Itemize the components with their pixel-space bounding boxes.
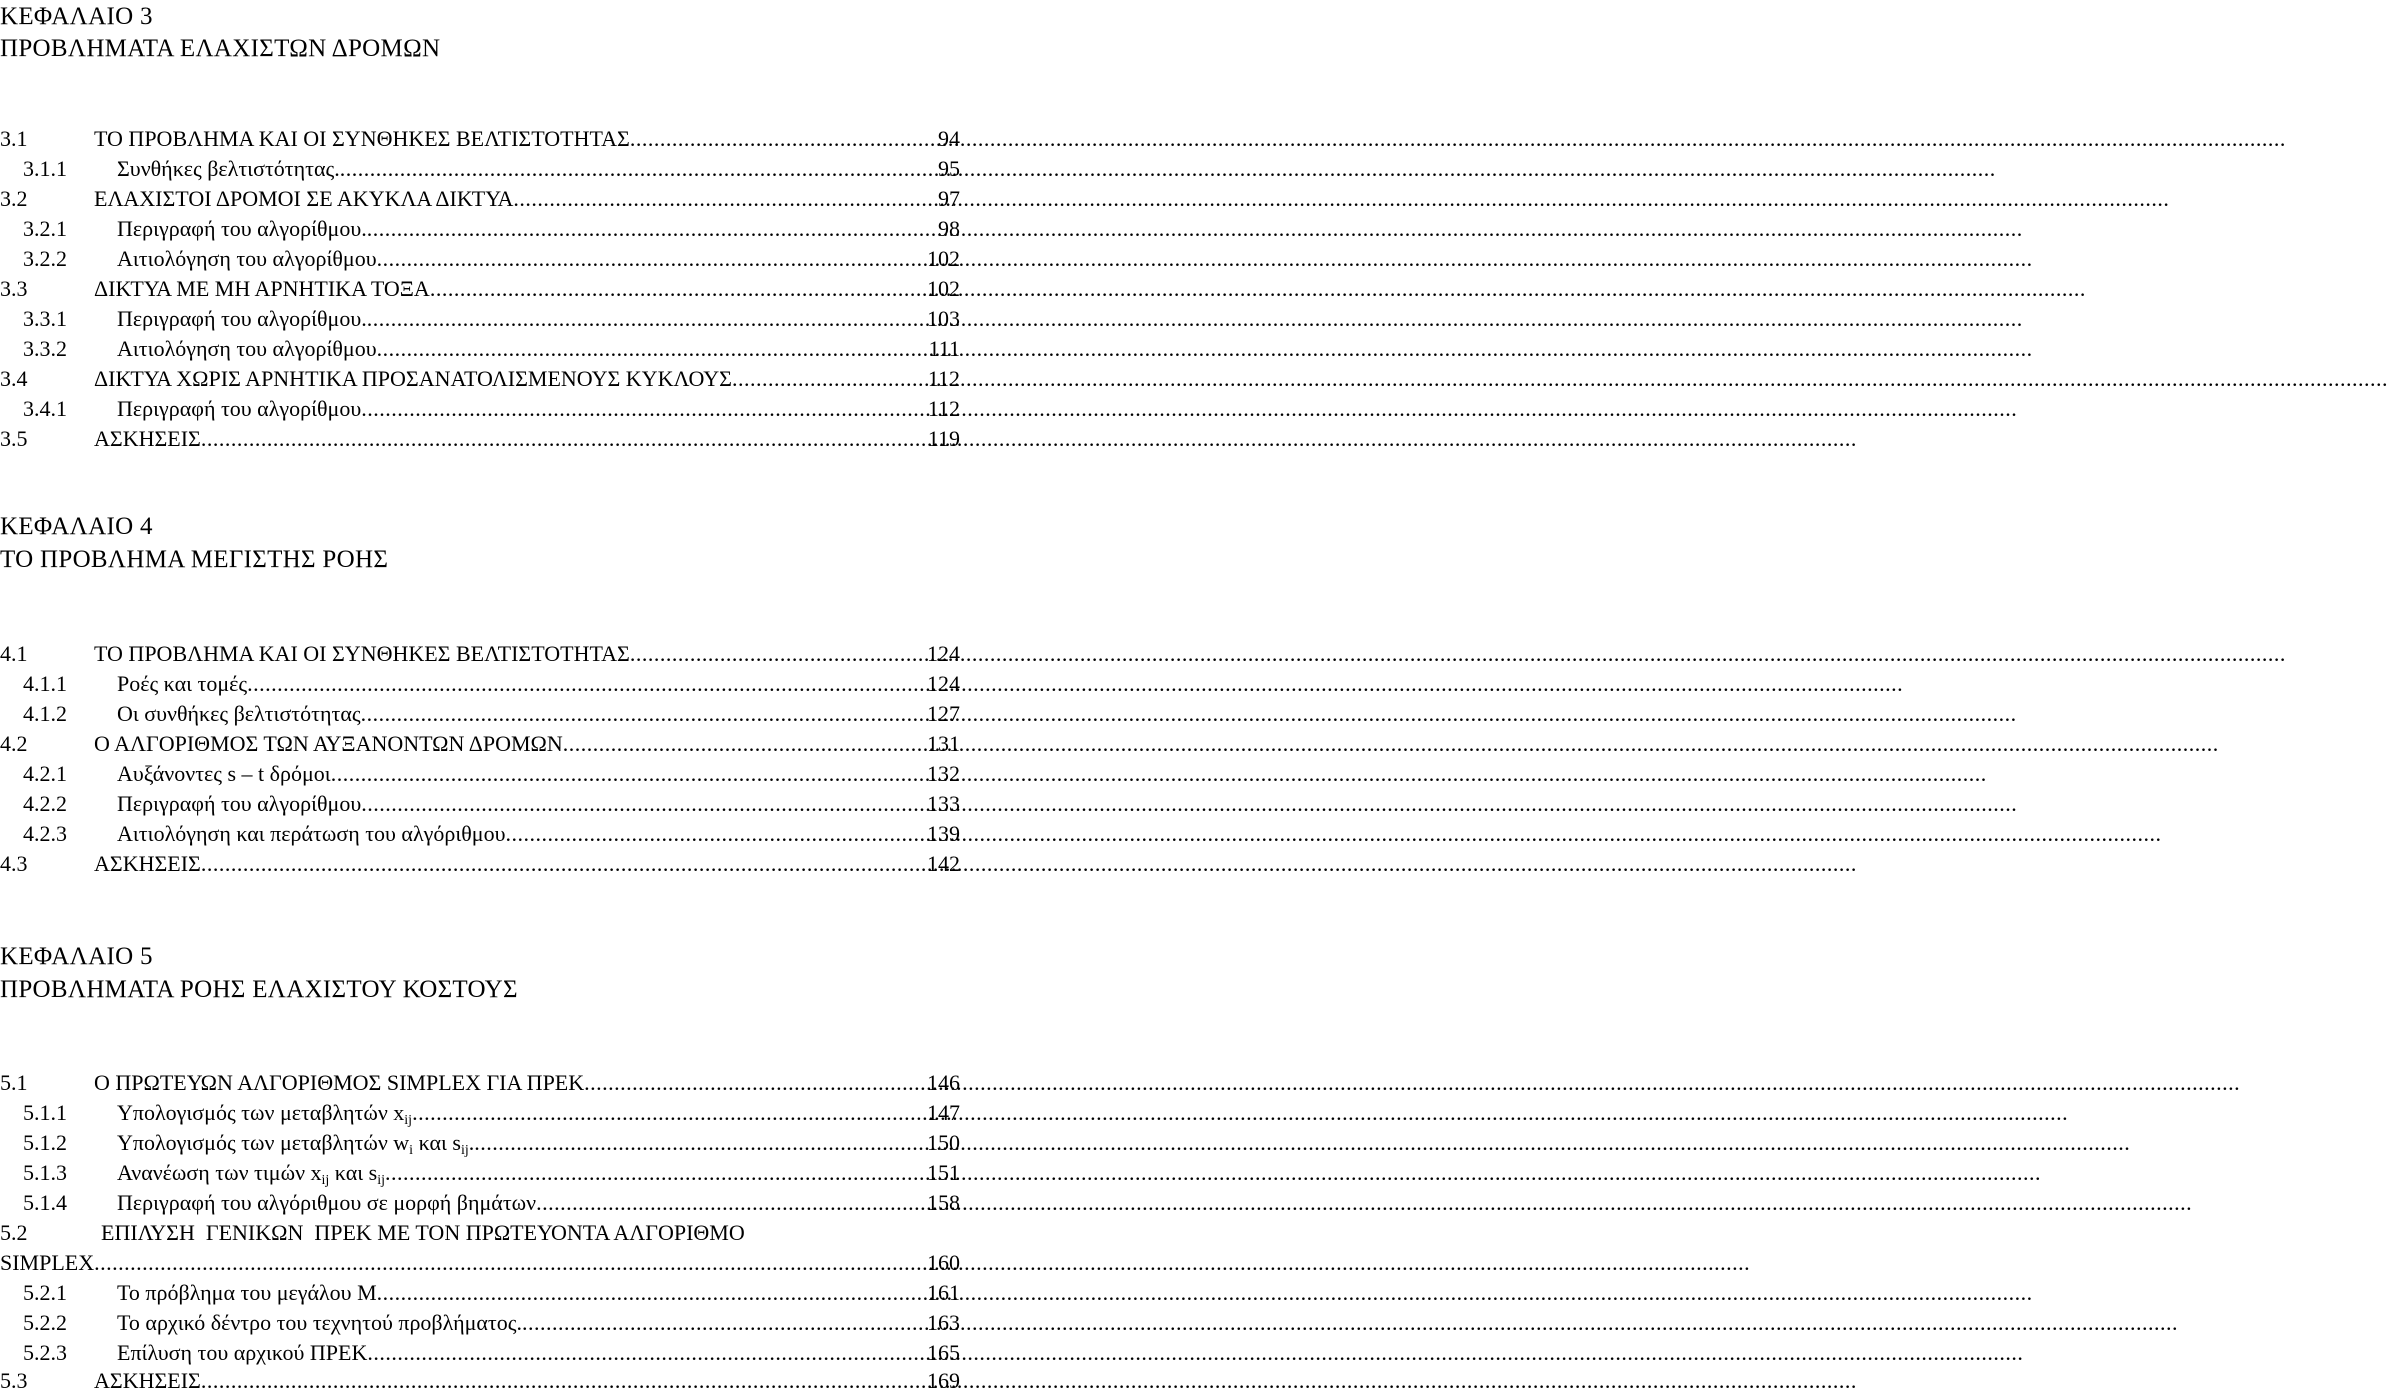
toc-entry[interactable]	[0, 639, 960, 669]
page-number: 124	[927, 671, 960, 696]
section-number: 3.3.1	[23, 306, 67, 331]
page-number: 133	[927, 791, 960, 816]
toc-entry[interactable]	[0, 304, 960, 334]
dot-leader	[377, 244, 924, 274]
section-title: Περιγραφή του αλγόριθμου σε μορφή βημάτων	[117, 1190, 537, 1215]
toc-entry[interactable]	[0, 1308, 960, 1338]
toc-entry[interactable]	[0, 669, 960, 699]
title-text: Υπολογισμός των μεταβλητών x	[117, 1100, 405, 1125]
page-number: 132	[927, 761, 960, 786]
toc-entry[interactable]	[0, 789, 960, 819]
section-title: Αιτιολόγηση του αλγορίθμου	[117, 246, 377, 271]
section-title	[117, 1158, 385, 1188]
dot-leader	[630, 639, 924, 669]
page-number: 160	[927, 1250, 960, 1275]
section-number: 3.4	[0, 366, 28, 391]
page-number: 98	[938, 216, 960, 241]
dot-leader	[361, 699, 924, 729]
page-number: 124	[927, 641, 960, 666]
section-title: ΕΠΙΛΥΣΗ ΓΕΝΙΚΩΝ ΠΡΕΚ ΜΕ ΤΟΝ ΠΡΩΤΕΥΟΝΤΑ ΑΛΓΟΡΙΘΜΟ	[101, 1220, 745, 1245]
dot-leader	[563, 729, 924, 759]
section-title: Ροές και τομές	[117, 671, 248, 696]
toc-entry[interactable]	[0, 214, 960, 244]
section-number: 3.4.1	[23, 396, 67, 421]
section-number: 4.2.1	[23, 761, 67, 786]
toc-entry[interactable]	[0, 334, 960, 364]
toc-entry[interactable]	[0, 1068, 960, 1098]
page-number: 94	[938, 126, 960, 151]
chapter-title: ΤΟ ΠΡΟΒΛΗΜΑ ΜΕΓΙΣΤΗΣ ΡΟΗΣ	[0, 546, 389, 573]
page-number: 146	[927, 1070, 960, 1095]
section-title: ΕΛΑΧΙΣΤΟΙ ΔΡΟΜΟΙ ΣΕ ΑΚΥΚΛΑ ΔΙΚΤΥΑ	[94, 186, 514, 211]
title-text: και s	[413, 1130, 461, 1155]
section-title: Περιγραφή του αλγορίθμου.	[117, 216, 367, 241]
toc-entry-line1[interactable]	[0, 1218, 960, 1248]
section-title	[117, 1098, 412, 1128]
chapter-label: ΚΕΦΑΛΑΙΟ 5	[0, 943, 153, 970]
page-number: 127	[927, 701, 960, 726]
dot-leader	[630, 124, 935, 154]
subscript: ij	[377, 1173, 385, 1188]
section-number: 3.1	[0, 126, 28, 151]
section-number: 5.2	[0, 1220, 28, 1245]
dot-leader	[522, 1308, 924, 1338]
toc-entry[interactable]	[0, 154, 960, 184]
section-title-continued: SIMPLEX	[0, 1250, 95, 1275]
toc-entry[interactable]	[0, 424, 960, 454]
section-number: 3.5	[0, 426, 28, 451]
page-number: 112	[927, 366, 960, 391]
page-number: 158	[927, 1190, 960, 1215]
dot-leader	[732, 364, 925, 394]
toc-entry[interactable]	[0, 124, 960, 154]
section-number: 3.1.1	[23, 156, 67, 181]
section-title: ΑΣΚΗΣΕΙΣ	[94, 1368, 201, 1393]
page-number: 151	[927, 1160, 960, 1185]
section-title: ΑΣΚΗΣΕΙΣ	[94, 851, 201, 876]
page-number: 139	[927, 821, 960, 846]
toc-entry[interactable]	[0, 1158, 960, 1188]
page-number: 169	[927, 1368, 960, 1393]
section-number: 5.1.4	[23, 1190, 67, 1215]
dot-leader	[536, 1188, 924, 1218]
dot-leader	[377, 1278, 924, 1308]
section-title: Περιγραφή του αλγορίθμου	[117, 791, 362, 816]
section-title: Αυξάνοντες s – t δρόμοι	[117, 761, 331, 786]
section-number: 4.2.2	[23, 791, 67, 816]
section-title: Αιτιολόγηση του αλγορίθμου	[117, 336, 377, 361]
subscript: ij	[460, 1143, 469, 1158]
dot-leader	[201, 1366, 924, 1396]
section-title: Το πρόβλημα του μεγάλου Μ	[117, 1280, 377, 1305]
toc-entry[interactable]	[0, 729, 960, 759]
toc-entry[interactable]	[0, 1366, 960, 1396]
toc-entry[interactable]	[0, 849, 960, 879]
dot-leader	[474, 1128, 924, 1158]
section-title: Επίλυση του αρχικού ΠΡΕΚ	[117, 1340, 368, 1365]
section-number: 4.1	[0, 641, 28, 666]
page-number: 165	[927, 1340, 960, 1365]
section-number: 4.1.1	[23, 671, 67, 696]
page-number: 142	[927, 851, 960, 876]
subscript: ij	[404, 1113, 413, 1128]
section-number: 4.1.2	[23, 701, 67, 726]
section-number: 5.1.3	[23, 1160, 67, 1185]
toc-entry[interactable]	[0, 394, 960, 424]
chapter-title: ΠΡΟΒΛΗΜΑΤΑ ΕΛΑΧΙΣΤΩΝ ΔΡΟΜΩΝ	[0, 35, 441, 62]
toc-entry[interactable]	[0, 819, 960, 849]
page-number: 147	[927, 1100, 960, 1125]
toc-entry-line2[interactable]	[0, 1248, 960, 1278]
section-number: 5.1.2	[23, 1130, 67, 1155]
toc-entry[interactable]	[0, 759, 960, 789]
section-number: 5.2.3	[23, 1340, 67, 1365]
section-number: 3.3.2	[23, 336, 67, 361]
section-number: 3.3	[0, 276, 28, 301]
section-title: ΤΟ ΠΡΟΒΛΗΜΑ ΚΑΙ ΟΙ ΣΥΝΘΗΚΕΣ ΒΕΛΤΙΣΤΟΤΗΤΑΣ	[94, 126, 630, 151]
toc-entry[interactable]	[0, 1098, 960, 1128]
page-number: 131	[927, 731, 960, 756]
page-number: 102	[927, 276, 960, 301]
title-text: Υπολογισμός των μεταβλητών w	[117, 1130, 410, 1155]
dot-leader	[94, 1248, 924, 1278]
dot-leader	[385, 1158, 924, 1188]
page-number: 102	[927, 246, 960, 271]
title-text: και s	[329, 1160, 378, 1185]
toc-entry[interactable]	[0, 274, 960, 304]
section-number: 5.2.1	[23, 1280, 67, 1305]
subscript: i	[409, 1143, 414, 1158]
section-title: Οι συνθήκες βελτιστότητας	[117, 701, 361, 726]
page-number: 112	[927, 396, 960, 421]
section-number: 4.2	[0, 731, 28, 756]
dot-leader	[584, 1068, 924, 1098]
section-title: Περιγραφή του αλγορίθμου.	[117, 306, 367, 331]
title-text: .	[468, 1130, 475, 1155]
toc-entry[interactable]	[0, 1128, 960, 1158]
dot-leader	[201, 424, 925, 454]
section-title: ΤΟ ΠΡΟΒΛΗΜΑ ΚΑΙ ΟΙ ΣΥΝΘΗΚΕΣ ΒΕΛΤΙΣΤΟΤΗΤΑΣ	[94, 641, 630, 666]
dot-leader	[361, 789, 924, 819]
chapter-label: ΚΕΦΑΛΑΙΟ 3	[0, 3, 153, 30]
page-number: 150	[927, 1130, 960, 1155]
page-number: 161	[927, 1280, 960, 1305]
dot-leader	[367, 304, 924, 334]
section-title: ΔΙΚΤΥΑ ΜΕ ΜΗ ΑΡΝΗΤΙΚΑ ΤΟΞΑ	[94, 276, 430, 301]
section-title: Ο ΑΛΓΟΡΙΘΜΟΣ ΤΩΝ ΑΥΞΑΝΟΝΤΩΝ ΔΡΟΜΩΝ	[94, 731, 563, 756]
toc-entry[interactable]	[0, 699, 960, 729]
subscript: ij	[321, 1173, 330, 1188]
page-number: 103	[927, 306, 960, 331]
dot-leader	[377, 334, 926, 364]
section-number: 4.2.3	[23, 821, 67, 846]
dot-leader	[505, 819, 924, 849]
section-title: Συνθήκες βελτιστότητας.	[117, 156, 340, 181]
chapter-title: ΠΡΟΒΛΗΜΑΤΑ ΡΟΗΣ ΕΛΑΧΙΣΤΟΥ ΚΟΣΤΟΥΣ	[0, 976, 518, 1003]
toc-entry[interactable]	[0, 1188, 960, 1218]
title-text: Ανανέωση των τιμών x	[117, 1160, 322, 1185]
dot-leader	[361, 394, 925, 424]
toc-entry[interactable]	[0, 364, 960, 394]
page-number: 119	[927, 426, 960, 451]
toc-entry[interactable]	[0, 244, 960, 274]
dot-leader	[412, 1098, 924, 1128]
section-title: Ο ΠΡΩΤΕΥΩΝ ΑΛΓΟΡΙΘΜΟΣ SIMPLEX ΓΙΑ ΠΡΕΚ	[94, 1070, 585, 1095]
toc-entry[interactable]	[0, 1338, 960, 1368]
section-title: Περιγραφή του αλγορίθμου	[117, 396, 362, 421]
dot-leader	[201, 849, 924, 879]
section-number: 5.3	[0, 1368, 28, 1393]
page-number: 95	[938, 156, 960, 181]
section-number: 3.2	[0, 186, 28, 211]
dot-leader	[247, 669, 924, 699]
dot-leader	[513, 184, 935, 214]
section-title	[117, 1128, 474, 1158]
dot-leader	[367, 1338, 924, 1368]
page-number: 111	[928, 336, 960, 361]
section-number: 3.2.2	[23, 246, 67, 271]
section-number: 5.1.1	[23, 1100, 67, 1125]
toc-entry[interactable]	[0, 1278, 960, 1308]
section-number: 5.1	[0, 1070, 28, 1095]
section-title: Αιτιολόγηση και περάτωση του αλγόριθμου	[117, 821, 506, 846]
section-number: 5.2.2	[23, 1310, 67, 1335]
chapter-label: ΚΕΦΑΛΑΙΟ 4	[0, 513, 153, 540]
dot-leader	[430, 274, 924, 304]
section-title: ΑΣΚΗΣΕΙΣ	[94, 426, 201, 451]
section-title: Το αρχικό δέντρο του τεχνητού προβλήματος.	[117, 1310, 522, 1335]
toc-entry[interactable]	[0, 184, 960, 214]
dot-leader	[331, 759, 924, 789]
section-title: ΔΙΚΤΥΑ ΧΩΡΙΣ ΑΡΝΗΤΙΚΑ ΠΡΟΣΑΝΑΤΟΛΙΣΜΕΝΟΥΣ ΚΥΚΛΟΥΣ	[94, 366, 732, 391]
dot-leader	[340, 154, 935, 184]
section-number: 4.3	[0, 851, 28, 876]
section-number: 3.2.1	[23, 216, 67, 241]
dot-leader	[367, 214, 935, 244]
page-number: 97	[938, 186, 960, 211]
page-number: 163	[927, 1310, 960, 1335]
